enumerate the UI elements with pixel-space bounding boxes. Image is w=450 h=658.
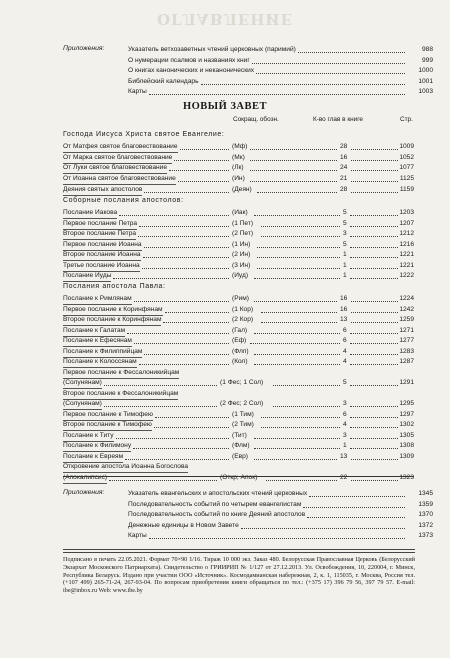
- page-number: 1287: [399, 358, 414, 365]
- chapter-count: 5: [343, 219, 347, 227]
- page-number: 1295: [399, 400, 414, 407]
- toc-entry-line: [0, 462, 450, 472]
- book-abbreviation: (Мк): [232, 153, 245, 161]
- book-abbreviation: (Иак): [232, 209, 248, 216]
- entry-title: Карты: [128, 532, 147, 539]
- chapter-count: 4: [343, 347, 347, 355]
- leader-dots: [144, 185, 229, 193]
- entry-title: Деяния святых апостолов: [63, 185, 142, 196]
- entry-title: От Марка святое благовествование: [63, 153, 172, 164]
- toc-entry: [0, 208, 450, 218]
- bleed-through-heading: ОГЛАВЛЕНИЕ: [156, 10, 294, 28]
- leader-dots: [250, 142, 337, 150]
- leader-dots: [257, 240, 340, 248]
- leader-dots: [261, 420, 341, 428]
- page-number: 1224: [399, 295, 414, 302]
- entry-title: Библейский календарь: [128, 77, 199, 85]
- book-abbreviation: (Деян): [232, 186, 252, 193]
- page-number: 1222: [399, 272, 414, 279]
- leader-dots: [254, 357, 341, 365]
- entry-title: Второе послание Иоанна: [63, 250, 141, 261]
- book-abbreviation: (Лк): [232, 164, 244, 171]
- entry-title: (Солунянам): [63, 399, 102, 410]
- col-abbr-header: Сокращ. обозн.: [233, 116, 279, 123]
- entry-title: Послание к Ефесянам: [63, 336, 132, 347]
- entry-title: О нумерации псалмов и названиях книг: [128, 56, 250, 64]
- toc-entry: [0, 357, 450, 367]
- toc-entry: [0, 240, 450, 250]
- toc-entry: [0, 271, 450, 281]
- leader-dots: [273, 378, 340, 386]
- entry-title: Второе послание Петра: [63, 229, 136, 240]
- col-page-header: Стр.: [400, 116, 413, 123]
- divider: [63, 549, 415, 550]
- entry-title: Последовательность событий по книге Деяний апостолов: [128, 511, 306, 518]
- page-number: 1221: [399, 261, 414, 269]
- leader-dots: [250, 163, 337, 171]
- toc-entry: [0, 77, 450, 87]
- page-number: 1308: [399, 442, 414, 449]
- page-number: 1000: [418, 67, 433, 74]
- toc-entry: [0, 153, 450, 163]
- book-abbreviation: (Откр; Апок): [220, 473, 258, 481]
- leader-dots: [201, 77, 405, 85]
- entry-title: Карты: [128, 88, 147, 95]
- book-abbreviation: (1 Тим): [232, 410, 254, 418]
- entry-title: От Луки святое благовествование: [63, 163, 167, 174]
- page-number: 1283: [399, 347, 414, 355]
- page-number: 1359: [418, 500, 433, 508]
- page-number: 1125: [399, 174, 414, 182]
- entry-title: Денежные единицы в Новом Завете: [128, 521, 239, 529]
- chapter-count: 4: [343, 358, 347, 365]
- divider: [63, 476, 414, 477]
- chapter-count: 6: [343, 326, 347, 334]
- leader-dots: [104, 399, 217, 407]
- leader-dots: [154, 420, 229, 428]
- page-number: 1345: [418, 490, 433, 497]
- page-number: 1302: [399, 421, 414, 428]
- toc-entry: [0, 87, 450, 97]
- page-number: 1009: [399, 143, 414, 150]
- leader-dots: [303, 500, 405, 508]
- toc-entry: [0, 347, 450, 357]
- toc-entry: [0, 489, 450, 499]
- page-number: 1052: [399, 153, 414, 161]
- divider: [63, 552, 415, 553]
- leader-dots: [261, 229, 341, 237]
- toc-entry: [0, 378, 450, 388]
- toc-entry: [0, 336, 450, 346]
- leader-dots: [149, 87, 405, 95]
- chapter-count: 28: [340, 143, 348, 150]
- leader-dots: [116, 431, 229, 439]
- book-abbreviation: (Флп): [232, 347, 249, 355]
- leader-dots: [104, 378, 217, 386]
- book-abbreviation: (Тит): [232, 431, 247, 439]
- group-heading: Господа Иисуса Христа святое Евангелие:: [63, 131, 225, 138]
- book-abbreviation: (2 Ин): [232, 251, 251, 258]
- chapter-count: 1: [343, 251, 347, 258]
- toc-entry-line: [0, 389, 450, 399]
- leader-dots: [134, 336, 229, 344]
- leader-dots: [180, 142, 229, 150]
- page-number: 1212: [399, 230, 414, 237]
- chapter-count: 16: [340, 295, 348, 302]
- page-number: 1259: [399, 316, 414, 323]
- entry-title: Третье послание Иоанна: [63, 261, 140, 272]
- leader-dots: [309, 489, 405, 497]
- leader-dots: [254, 208, 341, 216]
- book-abbreviation: (Еф): [232, 337, 247, 344]
- leader-dots: [254, 271, 341, 279]
- toc-entry: [0, 174, 450, 184]
- imprint-text: Подписано в печать 22.05.2021. Формат 70×90 1/16. Тираж 10 000 экз. Заказ 480. Белорусская Православная Церковь (Белорусский Экзархат Московского Патриархата). Свидетельство о ГРИИРИП № 1/127 от 27.12.2013. Ул. Освобождения, 10, 220004, г. Минск, Республика Беларусь. Издано при участии ООО «Источник». Космодамианская набережная, 2, к. 1, 115035, г. Москва, Россия тел. (+107 499) 265-71-24, 267-93-04. По вопросам приобретения книги обращаться по тел.: (+375 17) 396 79 56, 397 79 57. E-mail: ibe@inbox.ru Web: www.ibe.by: [63, 556, 415, 595]
- leader-dots: [261, 315, 338, 323]
- page-number: 1221: [399, 251, 414, 258]
- toc-entry: [0, 56, 450, 66]
- entry-title: Первое послание к Тимофею: [63, 410, 153, 421]
- toc-entry-line: [0, 368, 450, 378]
- chapter-count: 5: [343, 240, 347, 248]
- book-abbreviation: (Кол): [232, 358, 248, 365]
- entry-title: Первое послание к Коринфянам: [63, 305, 163, 316]
- entry-title: Первое послание Петра: [63, 219, 137, 230]
- leader-dots: [250, 174, 337, 182]
- entry-title: Откровение апостола Иоанна Богослова: [63, 462, 188, 473]
- page-number: 1291: [399, 379, 414, 386]
- leader-dots: [138, 229, 229, 237]
- page-number: 1277: [399, 337, 414, 344]
- entry-title: Последовательность событий по четырем евангелистам: [128, 500, 302, 508]
- toc-entry: [0, 294, 450, 304]
- leader-dots: [144, 240, 229, 248]
- toc-entry: [0, 315, 450, 325]
- entry-title: Второе послание к Фессалоникийцам: [63, 389, 178, 400]
- leader-dots: [257, 185, 337, 193]
- chapter-count: 1: [343, 442, 347, 449]
- page-number: 1001: [418, 77, 433, 85]
- toc-entry: [0, 452, 450, 462]
- leader-dots: [261, 305, 338, 313]
- chapter-count: 28: [340, 186, 348, 193]
- entry-title: Послание к Титу: [63, 431, 114, 442]
- leader-dots: [254, 441, 341, 449]
- entry-title: От Матфея святое благовествование: [63, 142, 178, 153]
- toc-entry: [0, 420, 450, 430]
- leader-dots: [254, 294, 338, 302]
- leader-dots: [252, 56, 405, 64]
- group-heading: Послания апостола Павла:: [63, 283, 166, 290]
- entry-title: (Солунянам): [63, 378, 102, 389]
- chapter-count: 13: [340, 452, 348, 460]
- leader-dots: [254, 347, 341, 355]
- entry-title: Послание к Евреям: [63, 452, 123, 463]
- chapter-count: 22: [340, 473, 348, 481]
- leader-dots: [143, 250, 229, 258]
- appendix-label: Приложения:: [63, 45, 105, 52]
- toc-entry: [0, 45, 450, 55]
- toc-entry: [0, 500, 450, 510]
- toc-entry: [0, 531, 450, 541]
- page-number: 1003: [418, 88, 433, 95]
- leader-dots: [149, 531, 405, 539]
- toc-entry: [0, 261, 450, 271]
- entry-title: От Иоанна святое благовествование: [63, 174, 176, 185]
- leader-dots: [254, 452, 338, 460]
- page-number: 1216: [399, 240, 414, 248]
- book-abbreviation: (1 Ин): [232, 240, 251, 248]
- leader-dots: [307, 510, 405, 518]
- page-number: 1373: [418, 532, 433, 539]
- entry-title: Послание Иуды: [63, 271, 111, 282]
- leader-dots: [261, 410, 341, 418]
- page-number: 1271: [399, 326, 414, 334]
- chapter-count: 3: [343, 230, 347, 237]
- chapter-count: 3: [343, 400, 347, 407]
- entry-title: Послание к Галатам: [63, 326, 125, 337]
- entry-title: Послание к Филиппийцам: [63, 347, 142, 358]
- chapter-count: 16: [340, 153, 348, 161]
- leader-dots: [257, 250, 340, 258]
- toc-entry: [0, 326, 450, 336]
- page-number: 1309: [399, 452, 414, 460]
- page-number: 1297: [399, 410, 414, 418]
- entry-title: О книгах канонических и неканонических: [128, 67, 255, 74]
- page-number: 1203: [399, 209, 414, 216]
- toc-entry: [0, 510, 450, 520]
- leader-dots: [174, 153, 229, 161]
- section-title: НОВЫЙ ЗАВЕТ: [182, 101, 268, 112]
- toc-entry: [0, 163, 450, 173]
- leader-dots: [250, 336, 340, 344]
- book-abbreviation: (1 Пет): [232, 219, 254, 227]
- col-count-header: К-во глав в книге: [313, 116, 363, 123]
- page-number: 1372: [418, 521, 433, 529]
- leader-dots: [139, 357, 229, 365]
- page-number: 1207: [399, 219, 414, 227]
- chapter-count: 5: [343, 379, 347, 386]
- book-abbreviation: (2 Тим): [232, 421, 254, 428]
- entry-title: (Апокалипсис): [63, 473, 107, 484]
- page-number: 988: [421, 46, 433, 53]
- leader-dots: [142, 261, 229, 269]
- toc-entry: [0, 473, 450, 483]
- page-number: 1159: [399, 186, 414, 193]
- page-number: 1077: [399, 164, 414, 171]
- toc-entry: [0, 219, 450, 229]
- group-heading: Соборные послания апостолов:: [63, 197, 184, 204]
- toc-entry: [0, 521, 450, 531]
- entry-title: Второе послание к Тимофею: [63, 420, 152, 431]
- book-abbreviation: (Рим): [232, 295, 250, 302]
- leader-dots: [250, 153, 337, 161]
- leader-dots: [273, 399, 340, 407]
- leader-dots: [169, 163, 229, 171]
- toc-entry: [0, 142, 450, 152]
- toc-entry: [0, 229, 450, 239]
- leader-dots: [155, 410, 229, 418]
- entry-title: Указатель евангельских и апостольских чтений церковных: [128, 490, 308, 497]
- toc-entry: [0, 185, 450, 195]
- book-abbreviation: (Гал): [232, 326, 248, 334]
- book-abbreviation: (Иуд): [232, 272, 249, 279]
- entry-title: Послание Иакова: [63, 208, 117, 219]
- book-abbreviation: (1 Кор): [232, 305, 254, 313]
- leader-dots: [125, 452, 229, 460]
- toc-entry: [0, 410, 450, 420]
- entry-title: Послание к Римлянам: [63, 294, 132, 305]
- entry-title: Указатель ветхозаветных чтений церковных (паримий): [128, 46, 296, 53]
- leader-dots: [241, 521, 405, 529]
- page-number: 1242: [399, 305, 414, 313]
- chapter-count: 16: [340, 305, 348, 313]
- page-number: 1305: [399, 431, 414, 439]
- book-abbreviation: (2 Фес; 2 Сол): [220, 400, 264, 407]
- chapter-count: 6: [343, 410, 347, 418]
- leader-dots: [165, 305, 229, 313]
- book-abbreviation: (2 Пет): [232, 230, 254, 237]
- toc-entry: [0, 66, 450, 76]
- leader-dots: [133, 441, 229, 449]
- page-number: 1323: [399, 473, 414, 481]
- leader-dots: [256, 66, 405, 74]
- toc-entry: [0, 305, 450, 315]
- chapter-count: 5: [343, 209, 347, 216]
- leader-dots: [257, 261, 340, 269]
- toc-entry: [0, 250, 450, 260]
- toc-entry: [0, 431, 450, 441]
- chapter-count: 1: [343, 261, 347, 269]
- chapter-count: 4: [343, 421, 347, 428]
- leader-dots: [119, 208, 229, 216]
- book-abbreviation: (Ин): [232, 174, 245, 182]
- leader-dots: [163, 315, 229, 323]
- book-abbreviation: (Мф): [232, 143, 248, 150]
- leader-dots: [113, 271, 229, 279]
- leader-dots: [134, 294, 229, 302]
- entry-title: Послание к Колоссянам: [63, 357, 137, 368]
- chapter-count: 3: [343, 431, 347, 439]
- leader-dots: [144, 347, 229, 355]
- book-abbreviation: (1 Фес; 1 Сол): [220, 379, 264, 386]
- book-abbreviation: (2 Кор): [232, 316, 254, 323]
- book-abbreviation: (Флм): [232, 442, 250, 449]
- chapter-count: 1: [343, 272, 347, 279]
- leader-dots: [254, 326, 341, 334]
- chapter-count: 24: [340, 164, 348, 171]
- leader-dots: [139, 219, 229, 227]
- book-abbreviation: (3 Ин): [232, 261, 251, 269]
- entry-title: Второе послание к Коринфянам: [63, 315, 161, 326]
- appendix-label: Приложения:: [63, 489, 105, 496]
- chapter-count: 13: [340, 316, 348, 323]
- page-number: 1370: [418, 511, 433, 518]
- page-number: 999: [421, 56, 433, 64]
- chapter-count: 6: [343, 337, 347, 344]
- leader-dots: [254, 431, 341, 439]
- leader-dots: [178, 174, 229, 182]
- leader-dots: [298, 45, 405, 53]
- toc-entry: [0, 399, 450, 409]
- chapter-count: 21: [340, 174, 348, 182]
- book-abbreviation: (Евр): [232, 452, 248, 460]
- entry-title: Первое послание Иоанна: [63, 240, 142, 251]
- leader-dots: [261, 219, 341, 227]
- toc-entry: [0, 441, 450, 451]
- entry-title: Первое послание к Фессалоникийцам: [63, 368, 179, 379]
- entry-title: Послание к Филимону: [63, 441, 131, 452]
- leader-dots: [127, 326, 229, 334]
